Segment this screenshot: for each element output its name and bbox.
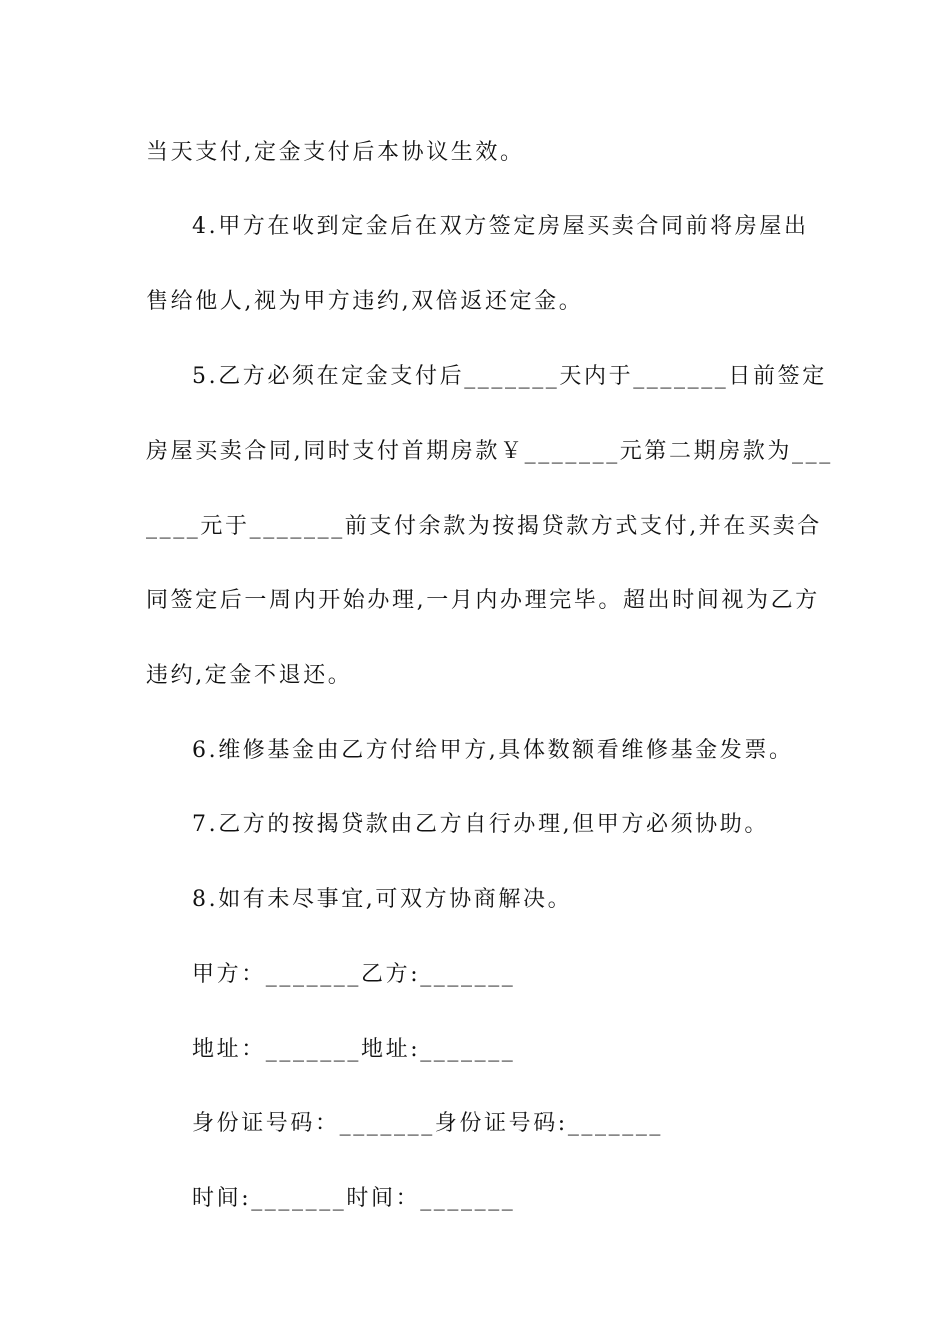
clause-7: 7.乙方的按揭贷款由乙方自行办理,但甲方必须协助。 bbox=[192, 812, 769, 837]
clause-5-line-4: 同签定后一周内开始办理,一月内办理完毕。超出时间视为乙方 bbox=[146, 588, 820, 613]
clause-8: 8.如有未尽事宜,可双方协商解决。 bbox=[192, 887, 573, 912]
clause-4-line-1: 4.甲方在收到定金后在双方签定房屋买卖合同前将房屋出 bbox=[192, 214, 809, 239]
clause-4-line-2: 售给他人,视为甲方违约,双倍返还定金。 bbox=[146, 289, 584, 314]
signature-date-line: 时间:_______时间：_______ bbox=[192, 1186, 516, 1211]
clause-6: 6.维修基金由乙方付给甲方,具体数额看维修基金发票。 bbox=[192, 738, 794, 763]
clause-5-line-5: 违约,定金不退还。 bbox=[146, 663, 353, 688]
clause-5-line-3: ____元于_______前支付余款为按揭贷款方式支付,并在买卖合 bbox=[146, 514, 822, 539]
signature-address-line: 地址：_______地址:_______ bbox=[192, 1037, 516, 1062]
clause-5-line-1: 5.乙方必须在定金支付后_______天内于_______日前签定 bbox=[192, 364, 827, 389]
clause-5-line-2: 房屋买卖合同,同时支付首期房款￥_______元第二期房款为___ bbox=[146, 439, 833, 464]
paragraph-3-end: 当天支付,定金支付后本协议生效。 bbox=[146, 140, 525, 165]
signature-id-line: 身份证号码：_______身份证号码:_______ bbox=[192, 1111, 664, 1136]
signature-party-line: 甲方：_______乙方:_______ bbox=[192, 962, 516, 987]
